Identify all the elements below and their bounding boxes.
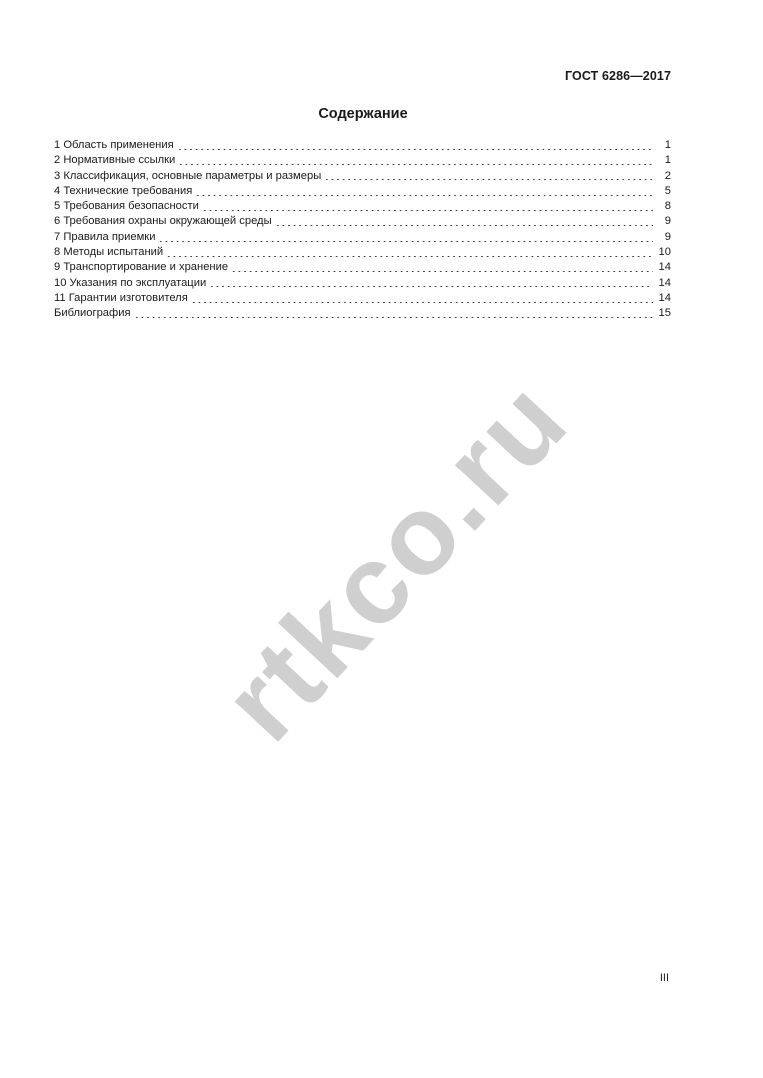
- dot-leader: [158, 241, 653, 242]
- toc-entry-label: 9 Транспортирование и хранение: [54, 261, 229, 274]
- table-of-contents: [54, 138, 671, 322]
- toc-entry-label: 7 Правила приемки: [54, 230, 156, 243]
- toc-entry-3[interactable]: [54, 169, 671, 184]
- dot-leader: [134, 317, 653, 318]
- toc-title: Содержание: [318, 106, 408, 122]
- toc-entry-page: 9: [664, 215, 671, 228]
- toc-entry-bibliography[interactable]: [54, 306, 671, 321]
- toc-entry-page: 15: [658, 307, 671, 320]
- toc-entry-page: 5: [664, 184, 671, 197]
- toc-entry-11[interactable]: [54, 291, 671, 306]
- toc-entry-label: 10 Указания по эксплуатации: [54, 276, 207, 289]
- toc-entry-6[interactable]: [54, 214, 671, 229]
- toc-entry-page: 2: [664, 169, 671, 182]
- toc-entry-label: 4 Технические требования: [54, 184, 193, 197]
- toc-entry-label: Библиография: [54, 307, 131, 320]
- toc-entry-9[interactable]: [54, 260, 671, 275]
- toc-entry-label: 11 Гарантии изготовителя: [54, 291, 188, 304]
- standard-code: ГОСТ 6286—2017: [565, 69, 671, 83]
- toc-entry-label: 2 Нормативные ссылки: [54, 154, 176, 167]
- toc-entry-page: 8: [664, 200, 671, 213]
- watermark: rtkco.ru: [198, 356, 592, 764]
- toc-entry-label: 6 Требования охраны окружающей среды: [54, 215, 272, 228]
- toc-entry-1[interactable]: [54, 138, 671, 153]
- dot-leader: [178, 164, 653, 165]
- toc-entry-page: 14: [658, 261, 671, 274]
- dot-leader: [202, 210, 653, 211]
- dot-leader: [231, 271, 653, 272]
- toc-entry-label: 3 Классификация, основные параметры и размеры: [54, 169, 322, 182]
- toc-entry-2[interactable]: [54, 153, 671, 168]
- toc-entry-page: 1: [664, 154, 671, 167]
- toc-entry-page: 10: [658, 246, 671, 259]
- dot-leader: [177, 149, 653, 150]
- toc-entry-10[interactable]: [54, 276, 671, 291]
- dot-leader: [166, 256, 653, 257]
- toc-entry-5[interactable]: [54, 199, 671, 214]
- toc-entry-page: 1: [664, 139, 671, 151]
- dot-leader: [195, 195, 653, 196]
- toc-entry-page: 14: [658, 291, 671, 304]
- page-number: III: [659, 972, 669, 984]
- dot-leader: [191, 302, 653, 303]
- toc-entry-page: 9: [664, 230, 671, 243]
- toc-entry-8[interactable]: [54, 245, 671, 260]
- dot-leader: [324, 179, 653, 180]
- toc-entry-label: 1 Область применения: [54, 139, 174, 151]
- toc-entry-label: 5 Требования безопасности: [54, 200, 199, 213]
- dot-leader: [209, 286, 653, 287]
- toc-entry-4[interactable]: [54, 184, 671, 199]
- toc-entry-7[interactable]: [54, 230, 671, 245]
- dot-leader: [275, 225, 653, 226]
- toc-entry-label: 8 Методы испытаний: [54, 246, 164, 259]
- toc-entry-page: 14: [658, 276, 671, 289]
